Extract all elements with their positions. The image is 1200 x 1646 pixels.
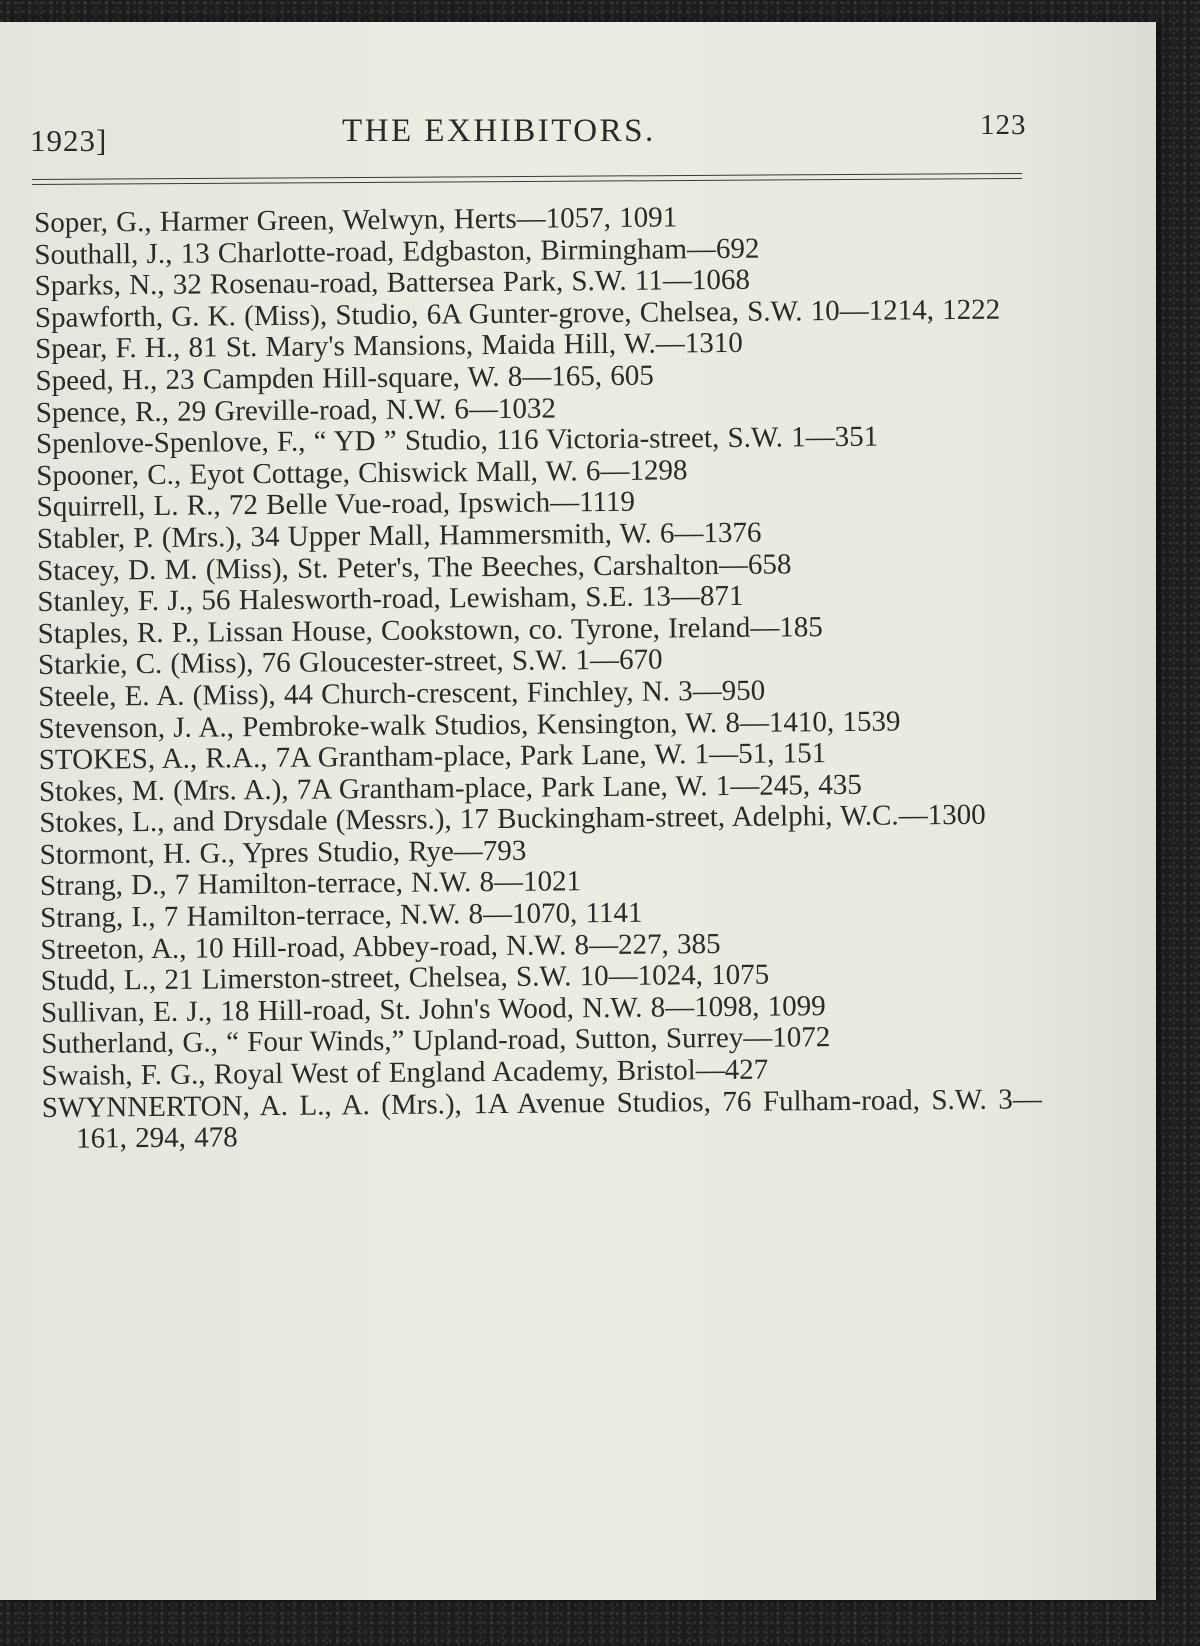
- exhibitor-entry: Stabler, P. (Mrs.), 34 Upper Mall, Hammersmith, W. 6—1376: [36, 516, 762, 555]
- exhibitor-entry: Southall, J., 13 Charlotte-road, Edgbaston, Birmingham—692: [34, 232, 760, 271]
- exhibitor-entry: Studd, L., 21 Limerston-street, Chelsea, S.W. 10—1024, 1075: [40, 958, 770, 998]
- exhibitor-entry: STOKES, A., R.A., 7A Grantham-place, Park Lane, W. 1—51, 151: [38, 737, 827, 777]
- exhibitor-entry: Spear, F. H., 81 St. Mary's Mansions, Maida Hill, W.—1310: [35, 327, 743, 366]
- exhibitor-entry: Streeton, A., 10 Hill-road, Abbey-road, N.W. 8—227, 385: [40, 927, 721, 966]
- exhibitor-entry: Soper, G., Harmer Green, Welwyn, Herts—1057, 1091: [33, 201, 678, 239]
- exhibitor-entry: Squirrell, L. R., 72 Belle Vue-road, Ipswich—1119: [36, 486, 636, 524]
- exhibitor-entry: Sutherland, G., “ Four Winds,” Upland-road, Sutton, Surrey—1072: [41, 1021, 831, 1061]
- page-title: THE EXHIBITORS.: [342, 113, 656, 149]
- exhibitor-entry: Strang, I., 7 Hamilton-terrace, N.W. 8—1070, 1141: [40, 896, 643, 935]
- exhibitor-entry: Stevenson, J. A., Pembroke-walk Studios, Kensington, W. 8—1410, 1539: [38, 704, 901, 745]
- exhibitor-entry: SWYNNERTON, A. L., A. (Mrs.), 1A Avenue Studios, 76 Fulham-road, S.W. 3—161, 294, 478: [41, 1082, 1042, 1155]
- exhibitor-entry: Spawforth, G. K. (Miss), Studio, 6A Gunter-grove, Chelsea, S.W. 10—1214, 1222: [34, 293, 1001, 334]
- exhibitor-entry: Strang, D., 7 Hamilton-terrace, N.W. 8—1021: [39, 865, 582, 903]
- exhibitor-entry: Staples, R. P., Lissan House, Cookstown, co. Tyrone, Ireland—185: [37, 610, 823, 650]
- page-number: 123: [980, 109, 1027, 141]
- exhibitor-entry: Stanley, F. J., 56 Halesworth-road, Lewisham, S.E. 13—871: [37, 579, 744, 619]
- exhibitor-entry: Spence, R., 29 Greville-road, N.W. 6—1032: [35, 392, 557, 429]
- book-page: [0, 22, 1156, 1600]
- exhibitor-entry: Spenlove-Spenlove, F., “ YD ” Studio, 116 Victoria-street, S.W. 1—351: [35, 420, 879, 461]
- exhibitor-entry: Spooner, C., Eyot Cottage, Chiswick Mall, W. 6—1298: [36, 454, 688, 492]
- exhibitor-list: [34, 199, 1042, 1156]
- exhibitor-entry: Sparks, N., 32 Rosenau-road, Battersea Park, S.W. 11—1068: [34, 263, 751, 303]
- running-head: [30, 105, 1030, 165]
- exhibitor-entry: Stokes, M. (Mrs. A.), 7A Grantham-place, Park Lane, W. 1—245, 435: [38, 768, 862, 808]
- header-year: 1923]: [30, 123, 108, 158]
- exhibitor-entry: Steele, E. A. (Miss), 44 Church-crescent, Finchley, N. 3—950: [38, 674, 766, 713]
- exhibitor-entry: Stormont, H. G., Ypres Studio, Rye—793: [39, 834, 527, 871]
- exhibitor-entry: Stacey, D. M. (Miss), St. Peter's, The Beeches, Carshalton—658: [37, 547, 792, 587]
- exhibitor-entry: Stokes, L., and Drysdale (Messrs.), 17 Buckingham-street, Adelphi, W.C.—1300: [39, 798, 986, 840]
- exhibitor-entry: Speed, H., 23 Campden Hill-square, W. 8—165, 605: [35, 359, 654, 397]
- exhibitor-entry: Sullivan, E. J., 18 Hill-road, St. John's Wood, N.W. 8—1098, 1099: [40, 989, 826, 1029]
- exhibitor-entry: Starkie, C. (Miss), 76 Gloucester-street, S.W. 1—670: [37, 643, 663, 682]
- exhibitor-entry: Swaish, F. G., Royal West of England Academy, Bristol—427: [41, 1053, 769, 1092]
